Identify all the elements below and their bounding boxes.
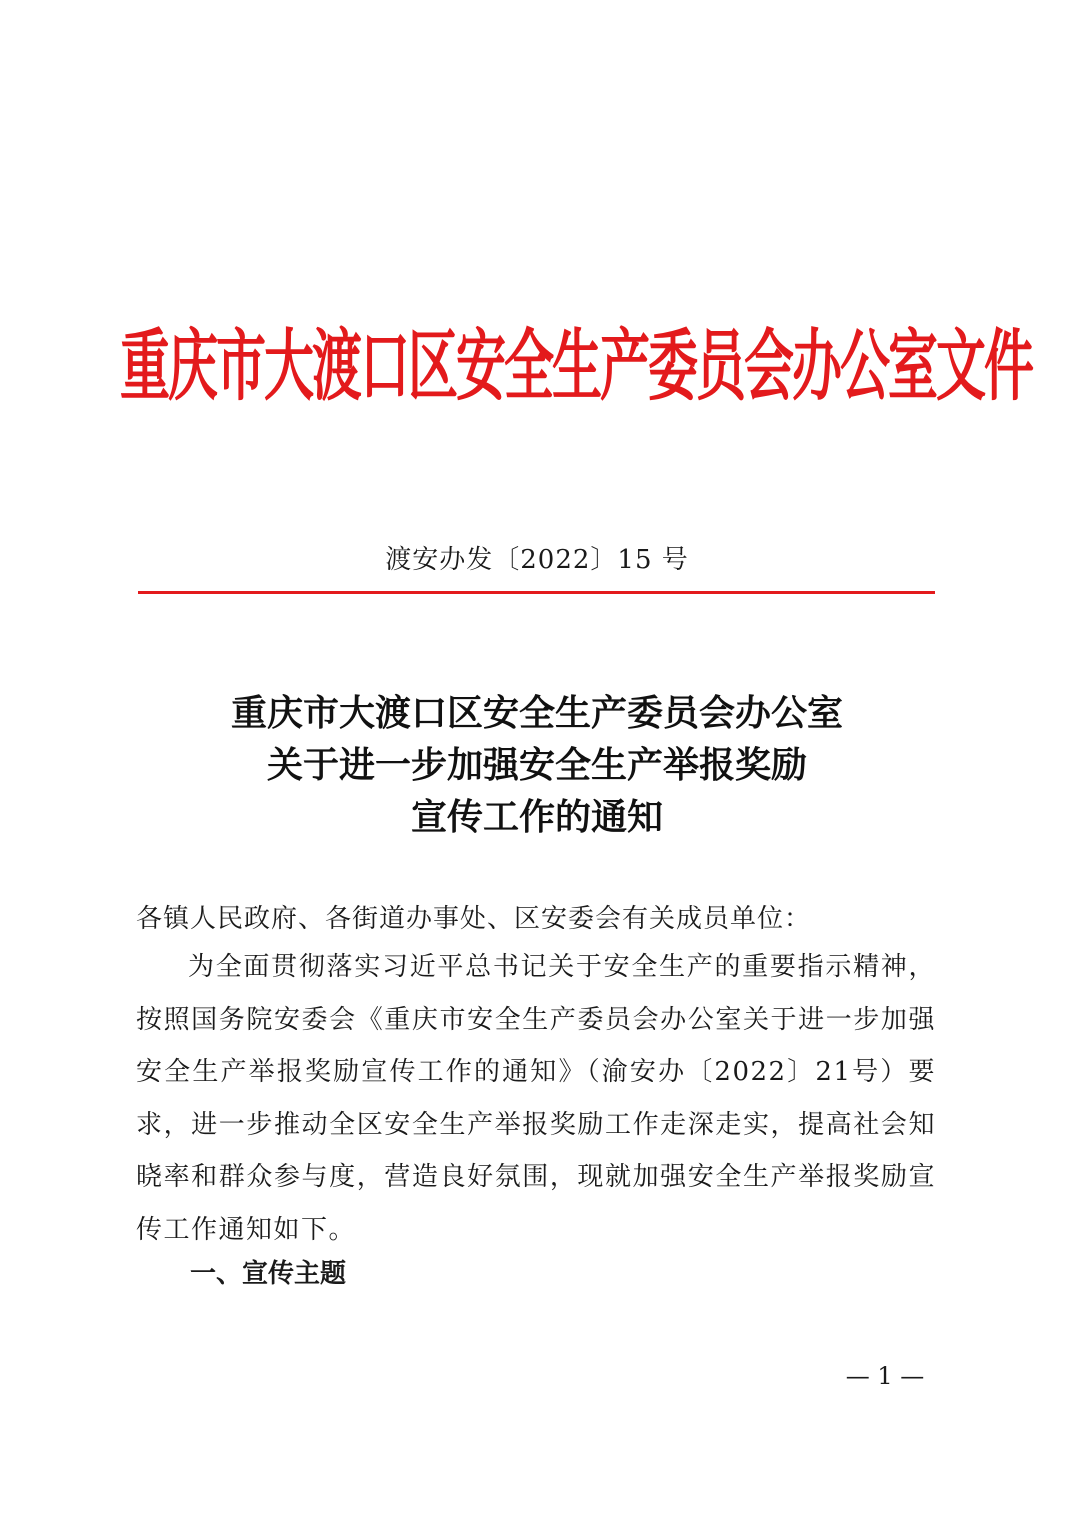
red-divider-line (138, 591, 935, 594)
notice-title-line-3: 宣传工作的通知 (410, 796, 663, 838)
document-number: 渡安办发〔2022〕15 号 (385, 545, 689, 575)
notice-title (0, 687, 1074, 843)
page-number: — 1 — (845, 1362, 925, 1390)
section-heading-propaganda-theme: 一、宣传主题 (190, 1259, 347, 1289)
salutation: 各镇人民政府、各街道办事处、区安委会有关成员单位： (136, 904, 812, 934)
notice-title-line-2: 关于进一步加强安全生产举报奖励 (266, 744, 807, 786)
body-paragraph: 为全面贯彻落实习近平总书记关于安全生产的重要指示精神，按照国务院安委会《重庆市安全生产委员会办公室关于进一步加强安全生产举报奖励宣传工作的通知》（渝安办〔2022〕21号）要求，进一步推动全区安全生产举报奖励工作走深走实，提高社会知晓率和群众参与度，营造良好氛围，现就加强安全生产举报奖励宣传工作通知如下。 (136, 952, 936, 1245)
masthead-title: 重庆市大渡口区安全生产委员会办公室文件 (120, 321, 1032, 411)
notice-title-line-1: 重庆市大渡口区安全生产委员会办公室 (230, 692, 843, 734)
